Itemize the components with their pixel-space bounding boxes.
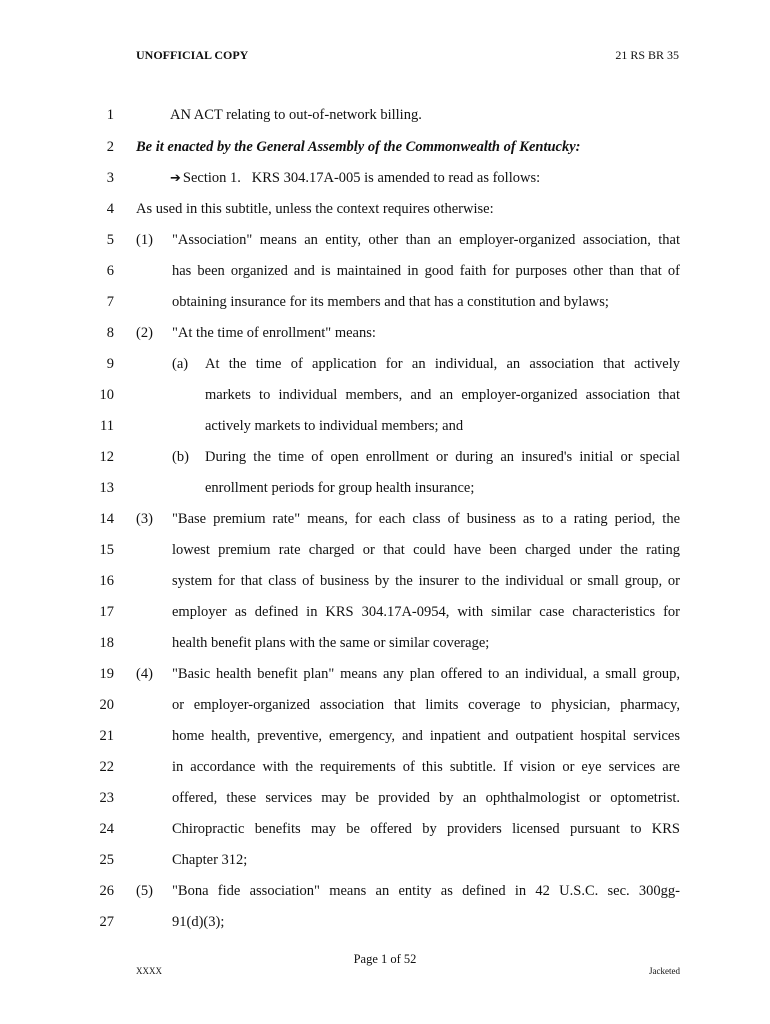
line-number: 3 [106,170,114,186]
line-number: 4 [106,201,114,217]
line-text: Chapter 312; [172,852,248,868]
line-number: 8 [106,325,114,341]
line-number: 18 [99,635,114,651]
line-number: 25 [99,852,114,868]
document-line [0,597,770,628]
line-number: 20 [99,697,114,713]
document-line [0,132,770,163]
line-number: 16 [99,573,114,589]
line-number: 11 [100,418,114,434]
item-label: (1) [136,232,153,248]
header-left-label: UNOFFICIAL COPY [136,48,249,62]
line-text: "Basic health benefit plan" means any plan offered to an individual, a small group, [172,666,680,682]
line-text: home health, preventive, emergency, and inpatient and outpatient hospital services [172,728,680,744]
line-text: obtaining insurance for its members and that has a constitution and bylaws; [172,294,609,310]
line-text: actively markets to individual members; and [205,418,464,434]
line-number: 9 [106,356,114,372]
document-line [0,380,770,411]
arrow-right-icon: ➔ [170,171,181,186]
item-label: (3) [136,511,153,527]
footer-left-code: XXXX [136,966,162,976]
document-line [0,100,770,131]
section-heading-text: Section 1. KRS 304.17A-005 is amended to read as follows: [182,170,541,186]
item-label: (5) [136,883,153,899]
document-line [0,504,770,535]
act-title: AN ACT relating to out-of-network billing. [170,107,422,123]
document-line [0,628,770,659]
enacting-clause: Be it enacted by the General Assembly of the Commonwealth of Kentucky: [136,139,581,155]
page-number: Page 1 of 52 [353,952,417,966]
line-text: "Base premium rate" means, for each class of business as to a rating period, the [172,511,680,527]
item-label: (2) [136,325,153,341]
document-line [0,163,770,194]
header-bill-number: 21 RS BR 35 [615,48,679,62]
line-text: in accordance with the requirements of this subtitle. If vision or eye services are [172,759,680,775]
subitem-label: (a) [172,356,189,372]
line-text: During the time of open enrollment or during an insured's initial or special [205,449,680,465]
document-line [0,287,770,318]
line-number: 12 [99,449,114,465]
line-number: 1 [106,107,114,123]
line-number: 22 [99,759,114,775]
document-line [0,659,770,690]
line-text: As used in this subtitle, unless the context requires otherwise: [136,201,494,217]
section-heading [170,163,540,194]
line-number: 17 [99,604,114,620]
line-number: 2 [106,139,114,155]
line-number: 21 [99,728,114,744]
document-line [0,256,770,287]
footer-right-status: Jacketed [649,966,680,976]
line-number: 26 [99,883,114,899]
line-text: health benefit plans with the same or similar coverage; [172,635,490,651]
document-line [0,876,770,907]
line-text: 91(d)(3); [172,914,225,930]
subitem-label: (b) [172,449,189,465]
document-line [0,411,770,442]
line-text: At the time of application for an individual, an association that actively [205,356,680,372]
document-line [0,566,770,597]
document-line [0,752,770,783]
line-number: 10 [99,387,114,403]
document-line [0,349,770,380]
document-line [0,845,770,876]
document-line [0,535,770,566]
line-number: 24 [99,821,114,837]
document-line [0,783,770,814]
line-number: 27 [99,914,114,930]
item-label: (4) [136,666,153,682]
document-line [0,442,770,473]
line-number: 14 [99,511,114,527]
line-number: 13 [99,480,114,496]
line-number: 19 [99,666,114,682]
line-number: 6 [106,263,114,279]
document-line [0,225,770,256]
line-text: system for that class of business by the insurer to the individual or small group, or [172,573,680,589]
line-text: "At the time of enrollment" means: [172,325,376,341]
document-line [0,814,770,845]
document-line [0,690,770,721]
document-line [0,907,770,938]
document-line [0,318,770,349]
line-text: enrollment periods for group health insurance; [205,480,475,496]
line-text: offered, these services may be provided by an ophthalmologist or optometrist. [172,790,680,806]
line-text: Chiropractic benefits may be offered by providers licensed pursuant to KRS [172,821,680,837]
line-number: 7 [106,294,114,310]
line-text: "Bona fide association" means an entity as defined in 42 U.S.C. sec. 300gg- [172,883,680,899]
line-number: 5 [106,232,114,248]
document-line [0,194,770,225]
line-text: employer as defined in KRS 304.17A-0954, with similar case characteristics for [172,604,680,620]
line-text: has been organized and is maintained in good faith for purposes other than that of [172,263,680,279]
line-text: lowest premium rate charged or that could have been charged under the rating [172,542,680,558]
line-number: 15 [99,542,114,558]
line-text: markets to individual members, and an employer-organized association that [205,387,680,403]
document-line [0,721,770,752]
document-line [0,473,770,504]
line-text: "Association" means an entity, other than an employer-organized association, that [172,232,680,248]
line-number: 23 [99,790,114,806]
line-text: or employer-organized association that limits coverage to physician, pharmacy, [172,697,680,713]
